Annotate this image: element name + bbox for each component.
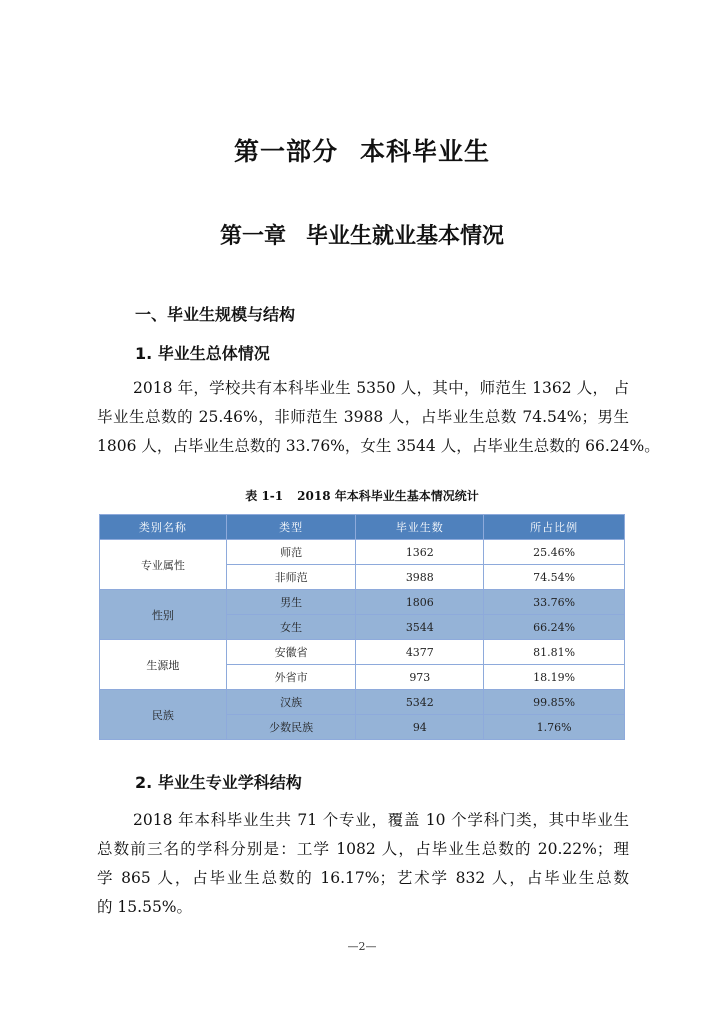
count-cell: 5342	[356, 690, 484, 715]
paragraph-line: 学 865 人，占毕业生总数的 16.17%；艺术学 832 人，占毕业生总数	[97, 869, 629, 887]
disciplines-paragraph	[97, 806, 629, 922]
type-cell: 男生	[226, 590, 356, 615]
table-row	[100, 640, 625, 665]
part-title-number: 第一部分	[233, 137, 338, 166]
chapter-title-number: 第一章	[219, 224, 286, 249]
table-caption-number: 表 1-1	[245, 489, 284, 503]
table-row	[100, 540, 625, 565]
table-row	[100, 690, 625, 715]
type-cell: 汉族	[226, 690, 356, 715]
subsection-heading-disciplines: 2. 毕业生专业学科结构	[135, 773, 302, 792]
graduate-stats-table	[99, 514, 625, 740]
column-header-ratio: 所占比例	[484, 515, 625, 540]
table-row	[100, 590, 625, 615]
type-cell: 安徽省	[226, 640, 356, 665]
paragraph-line: 2018 年，学校共有本科毕业生 5350 人，其中，师范生 1362 人， 占	[133, 379, 629, 397]
table-caption	[0, 487, 724, 504]
count-cell: 1806	[356, 590, 484, 615]
paragraph-line: 2018 年本科毕业生共 71 个专业，覆盖 10 个学科门类，其中毕业生	[133, 811, 629, 829]
count-cell: 94	[356, 715, 484, 740]
type-cell: 少数民族	[226, 715, 356, 740]
type-cell: 师范	[226, 540, 356, 565]
ratio-cell: 25.46%	[484, 540, 625, 565]
group-cell-gender: 性别	[100, 590, 227, 640]
page-number: —2—	[347, 940, 377, 953]
paragraph-line: 毕业生总数的 25.46%，非师范生 3988 人，占毕业生总数 74.54%；男生	[97, 408, 629, 426]
overall-paragraph	[97, 374, 660, 461]
count-cell: 3988	[356, 565, 484, 590]
group-cell-origin: 生源地	[100, 640, 227, 690]
count-cell: 973	[356, 665, 484, 690]
column-header-count: 毕业生数	[356, 515, 484, 540]
part-title	[0, 132, 724, 168]
group-cell-ethnicity: 民族	[100, 690, 227, 740]
group-cell-major: 专业属性	[100, 540, 227, 590]
chapter-title-name: 毕业生就业基本情况	[306, 224, 505, 249]
ratio-cell: 66.24%	[484, 615, 625, 640]
ratio-cell: 74.54%	[484, 565, 625, 590]
type-cell: 外省市	[226, 665, 356, 690]
table-header-row	[100, 515, 625, 540]
paragraph-line: 1806 人，占毕业生总数的 33.76%，女生 3544 人，占毕业生总数的 66.24%。	[97, 437, 660, 455]
ratio-cell: 81.81%	[484, 640, 625, 665]
paragraph-line: 的 15.55%。	[97, 898, 193, 916]
column-header-type: 类型	[226, 515, 356, 540]
paragraph-line: 总数前三名的学科分别是：工学 1082 人，占毕业生总数的 20.22%；理	[97, 840, 629, 858]
column-header-category: 类别名称	[100, 515, 227, 540]
chapter-title	[0, 219, 724, 250]
count-cell: 4377	[356, 640, 484, 665]
count-cell: 1362	[356, 540, 484, 565]
ratio-cell: 33.76%	[484, 590, 625, 615]
section-heading: 一、毕业生规模与结构	[135, 305, 296, 324]
ratio-cell: 18.19%	[484, 665, 625, 690]
type-cell: 女生	[226, 615, 356, 640]
ratio-cell: 1.76%	[484, 715, 625, 740]
count-cell: 3544	[356, 615, 484, 640]
table-caption-text: 2018 年本科毕业生基本情况统计	[297, 489, 479, 503]
ratio-cell: 99.85%	[484, 690, 625, 715]
type-cell: 非师范	[226, 565, 356, 590]
part-title-name: 本科毕业生	[360, 137, 491, 166]
subsection-heading-overall: 1. 毕业生总体情况	[135, 344, 270, 363]
